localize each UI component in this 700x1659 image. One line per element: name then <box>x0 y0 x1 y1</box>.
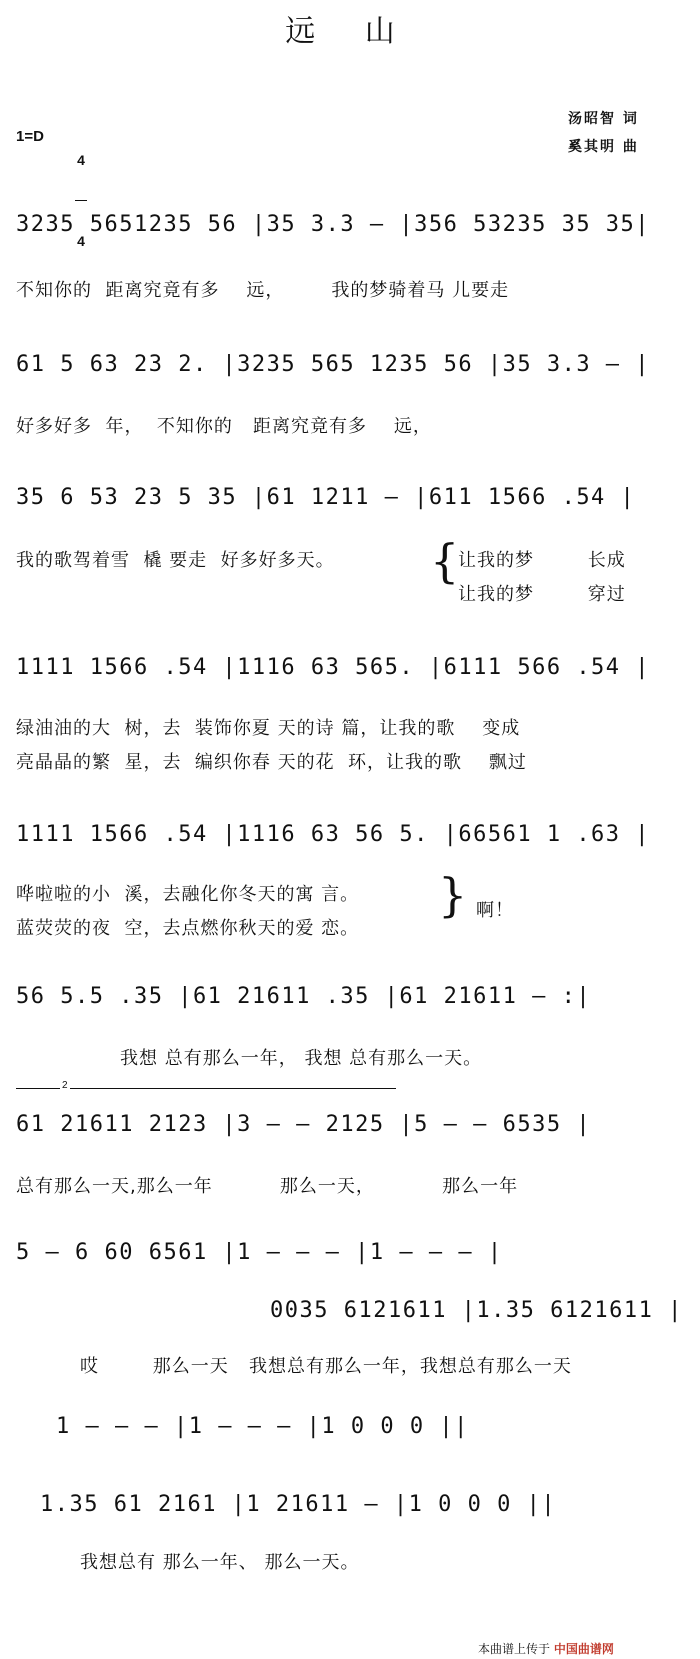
interjection: 啊！ <box>476 900 514 921</box>
lyric-line-10: 我想总有 那么一年、 那么一天。 <box>80 1552 360 1573</box>
lyric-line-7: 总有那么一天,那么一年 那么一天， 那么一年 <box>16 1176 519 1197</box>
footer-text: 本曲谱上传于 <box>478 1642 551 1656</box>
lyric-line-6: 我想 总有那么一年， 我想 总有那么一天。 <box>120 1048 483 1069</box>
lyric-line-4-verse-1: 绿油油的大 树，去 装饰你夏 天的诗 篇，让我的歌 变成 <box>16 718 521 739</box>
lyric-line-5-verse-1: 哗啦啦的小 溪，去融化你冬天的寓 言。 <box>16 884 360 905</box>
notation-line-3: 35 6 53 23 5 35 |61 1211 — |611 1566 .54 | <box>16 485 636 510</box>
volta-bracket <box>16 1088 396 1089</box>
lyric-line-8: 哎 那么一天 我想总有那么一年，我想总有那么一天 <box>80 1356 572 1377</box>
notation-line-8-lower: 0035 6121611 |1.35 6121611 | <box>270 1298 683 1323</box>
lyric-line-4-verse-2: 亮晶晶的繁 星，去 编织你春 天的花 环，让我的歌 飘过 <box>16 752 527 773</box>
verse-brace-line-2: 让我的梦 穿过 <box>458 584 626 605</box>
song-title: 远 山 <box>285 14 415 49</box>
notation-line-5: 1111 1566 .54 |1116 63 56 5. |66561 1 .63 | <box>16 822 651 847</box>
notation-line-8: 5 — 6 60 6561 |1 — — — |1 — — — | <box>16 1240 503 1265</box>
lyricist-credit: 汤昭智 词 <box>568 111 639 127</box>
verse-brace-line-1: 让我的梦 长成 <box>458 550 626 571</box>
lyric-line-3: 我的歌驾着雪 橇 要走 好多好多天。 <box>16 550 335 571</box>
footer-site-logo[interactable]: 中国曲谱网 <box>553 1642 614 1656</box>
verse-brace: { <box>430 534 460 588</box>
composer-credit: 奚其明 曲 <box>568 139 639 155</box>
lyric-line-5-verse-2: 蓝荧荧的夜 空，去点燃你秋天的爱 恋。 <box>16 918 360 939</box>
time-signature <box>75 120 87 265</box>
lyric-line-1: 不知你的 距离究竟有多 远， 我的梦骑着马 儿要走 <box>16 280 510 301</box>
lyric-line-2: 好多好多 年， 不知你的 距离究竟有多 远， <box>16 416 432 437</box>
notation-line-6: 56 5.5 .35 |61 21611 .35 |61 21611 — :| <box>16 984 592 1009</box>
time-sig-top: 4 <box>77 152 85 168</box>
key-signature: 1=D <box>16 128 44 145</box>
notation-line-7: 61 21611 2123 |3 — — 2125 |5 — — 6535 | <box>16 1112 592 1137</box>
notation-line-2: 61 5 63 23 2. |3235 565 1235 56 |35 3.3 — | <box>16 352 651 377</box>
footer <box>478 1640 614 1657</box>
notation-line-4: 1111 1566 .54 |1116 63 565. |6111 566 .54 | <box>16 655 651 680</box>
closing-brace: } <box>438 868 468 922</box>
time-sig-bottom: 4 <box>77 233 85 249</box>
notation-line-9: 1 — — — |1 — — — |1 0 0 0 || <box>56 1414 469 1439</box>
volta-number: 2 <box>62 1080 68 1091</box>
notation-line-1: 3235 5651235 56 |35 3.3 — |356 53235 35 35| <box>16 212 651 237</box>
notation-line-10: 1.35 61 2161 |1 21611 — |1 0 0 0 || <box>40 1492 557 1517</box>
